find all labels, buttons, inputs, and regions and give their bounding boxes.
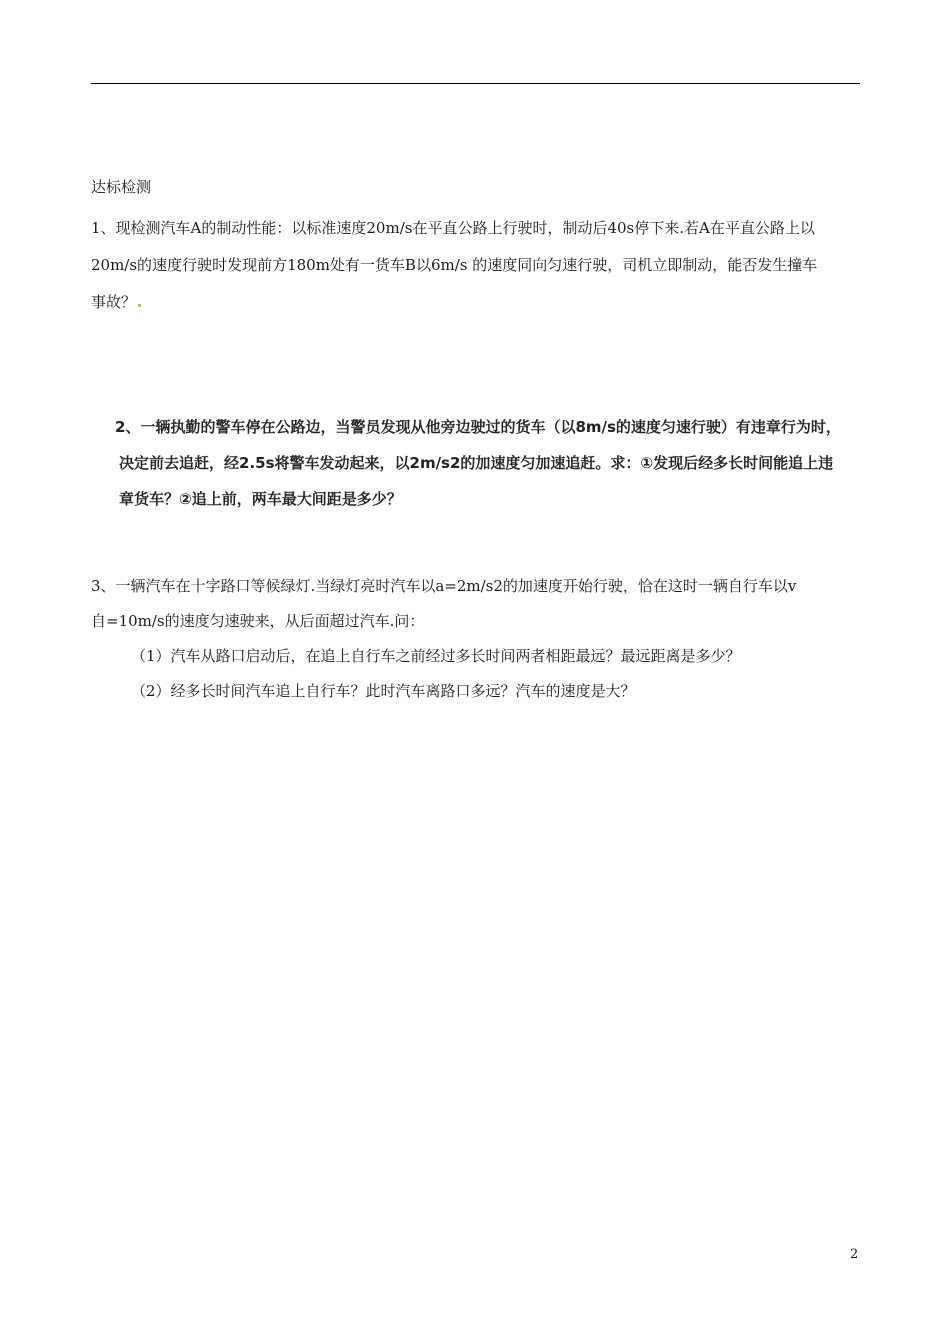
question-1-line-3 [91, 284, 863, 321]
question-3-sub-2: （2）经多长时间汽车追上自行车？此时汽车离路口多远？汽车的速度是大？ [131, 682, 636, 700]
question-3 [91, 569, 863, 709]
question-2-line-2: 决定前去追赶，经2.5s将警车发动起来，以2m/s2的加速度匀加速追赶。求：①发现后经多长时间能追上违 [119, 454, 834, 472]
question-3-sub-1: （1）汽车从路口启动后，在追上自行车之前经过多长时间两者相距最远？最远距离是多少？ [131, 647, 741, 665]
question-1-line-3-text: 事故？ [91, 293, 137, 311]
question-3-line-2: 自=10m/s的速度匀速驶来，从后面超过汽车.问： [91, 612, 425, 630]
page-number: 2 [850, 1247, 859, 1262]
question-1 [91, 210, 863, 321]
scan-speck [138, 304, 141, 307]
question-2-line-3: 章货车？②追上前，两车最大间距是多少？ [119, 490, 402, 508]
question-2 [115, 409, 855, 517]
question-1-line-2: 20m/s的速度行驶时发现前方180m处有一货车B以6m/s 的速度同向匀速行驶，司机立即制动，能否发生撞车 [91, 256, 818, 274]
question-3-line-1: 3、一辆汽车在十字路口等候绿灯.当绿灯亮时汽车以a=2m/s2的加速度开始行驶，恰在这时一辆自行车以v [91, 577, 797, 595]
header-rule [91, 83, 860, 84]
section-title: 达标检测 [91, 178, 152, 196]
question-2-line-1: 2、一辆执勤的警车停在公路边，当警员发现从他旁边驶过的货车（以8m/s的速度匀速行驶）有违章行为时， [115, 418, 841, 436]
question-1-line-1: 1、现检测汽车A的制动性能：以标准速度20m/s在平直公路上行驶时，制动后40s停下来.若A在平直公路上以 [91, 219, 815, 237]
